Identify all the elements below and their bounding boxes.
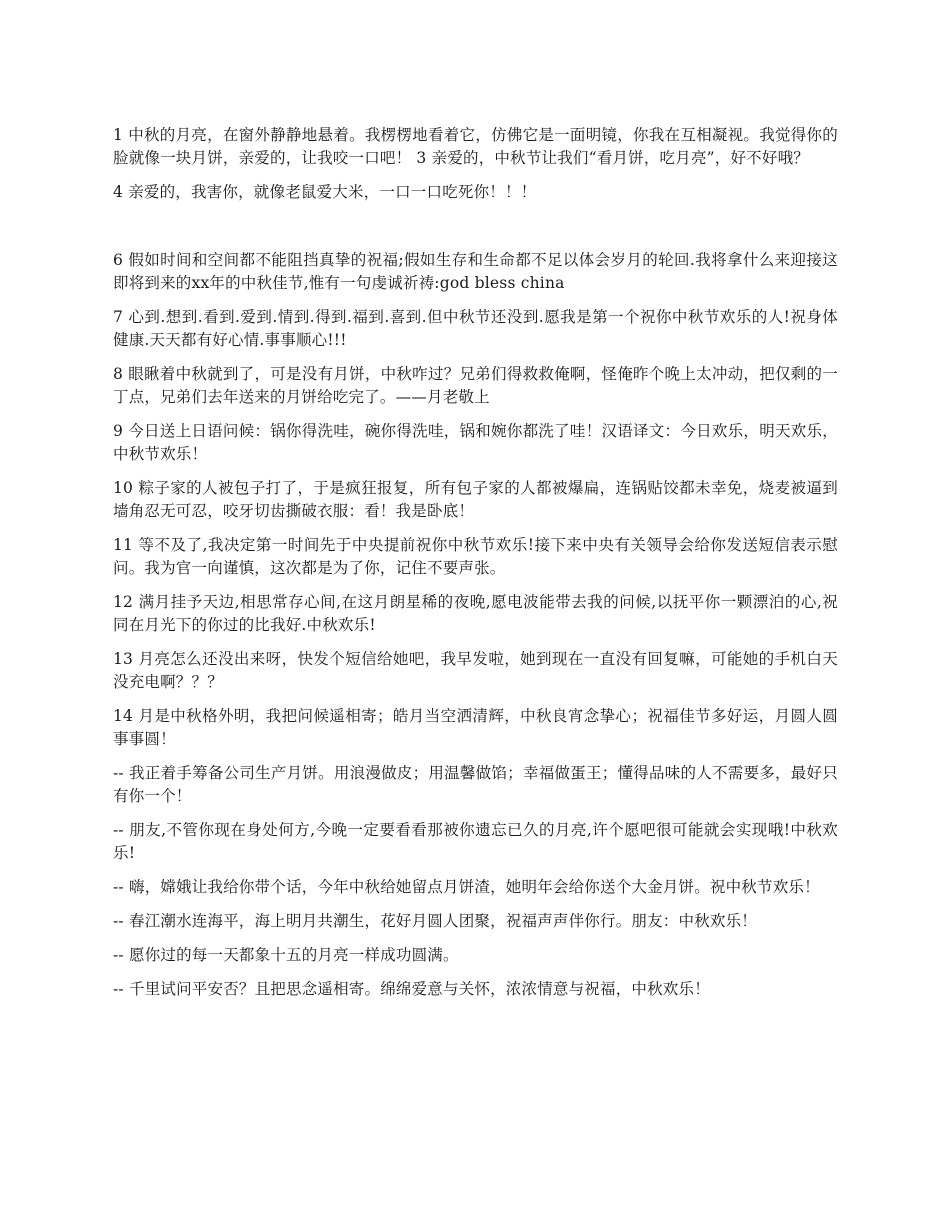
paragraph-dash-5: -- 愿你过的每一天都象十五的月亮一样成功圆满。	[113, 946, 459, 964]
paragraph-4: 4 亲爱的，我害你，就像老鼠爱大米，一口一口吃死你！！！	[113, 183, 537, 201]
paragraph-8: 8 眼瞅着中秋就到了，可是没有月饼，中秋咋过？兄弟们得救救俺啊，怪俺昨个晚上太冲动，把仅剩的一丁点，兄弟们去年送来的月饼给吃完了。——月老敬上	[113, 365, 838, 406]
paragraph-7: 7 心到.想到.看到.爱到.情到.得到.福到.喜到.但中秋节还没到.愿我是第一个祝你中秋节欢乐的人!祝身体健康.天天都有好心情.事事顺心!!!	[113, 308, 838, 349]
paragraph-6: 6 假如时间和空间都不能阻挡真挚的祝福;假如生存和生命都不足以体会岁月的轮回.我将拿什么来迎接这即将到来的xx年的中秋佳节,惟有一句虔诚祈祷:god bless china	[113, 251, 838, 292]
paragraph-14: 14 月是中秋格外明，我把问候遥相寄；皓月当空洒清辉，中秋良宵念挚心；祝福佳节多好运，月圆人圆事事圆！	[113, 707, 838, 748]
blank-gap	[113, 215, 838, 249]
document-body	[113, 124, 838, 1012]
paragraph-10: 10 粽子家的人被包子打了，于是疯狂报复，所有包子家的人都被爆扁，连锅贴饺都未幸免，烧麦被逼到墙角忍无可忍，咬牙切齿撕破衣服：看！我是卧底！	[113, 479, 838, 520]
paragraph-dash-1: -- 我正着手筹备公司生产月饼。用浪漫做皮；用温馨做馅；幸福做蛋王；懂得品味的人不需要多，最好只有你一个！	[113, 764, 838, 805]
paragraph-dash-6: -- 千里试问平安否？且把思念遥相寄。绵绵爱意与关怀，浓浓情意与祝福，中秋欢乐！	[113, 980, 710, 998]
paragraph-13: 13 月亮怎么还没出来呀，快发个短信给她吧，我早发啦，她到现在一直没有回复嘛，可能她的手机白天没充电啊？？？	[113, 650, 838, 691]
paragraph-11: 11 等不及了,我决定第一时间先于中央提前祝你中秋节欢乐!接下来中央有关领导会给你发送短信表示慰问。我为官一向谨慎，这次都是为了你，记住不要声张。	[113, 536, 838, 577]
paragraph-dash-3: -- 嗨，嫦娥让我给你带个话，今年中秋给她留点月饼渣，她明年会给你送个大金月饼。祝中秋节欢乐！	[113, 878, 820, 896]
paragraph-dash-2: -- 朋友,不管你现在身处何方,今晚一定要看看那被你遗忘已久的月亮,许个愿吧很可能就会实现哦!中秋欢乐!	[113, 821, 838, 862]
paragraph-1: 1 中秋的月亮，在窗外静静地悬着。我楞楞地看着它，仿佛它是一面明镜，你我在互相凝视。我觉得你的脸就像一块月饼，亲爱的，让我咬一口吧！ 3 亲爱的，中秋节让我们“看月饼，吃月亮”，好不好哦？	[113, 126, 838, 167]
paragraph-9: 9 今日送上日语问候：锅你得洗哇，碗你得洗哇，锅和婉你都洗了哇！汉语译文：今日欢乐，明天欢乐，中秋节欢乐！	[113, 422, 838, 463]
paragraph-12: 12 满月挂予天边,相思常存心间,在这月朗星稀的夜晚,愿电波能带去我的问候,以抚平你一颗漂泊的心,祝同在月光下的你过的比我好.中秋欢乐!	[113, 593, 838, 634]
paragraph-dash-4: -- 春江潮水连海平，海上明月共潮生，花好月圆人团聚，祝福声声伴你行。朋友：中秋欢乐！	[113, 912, 758, 930]
